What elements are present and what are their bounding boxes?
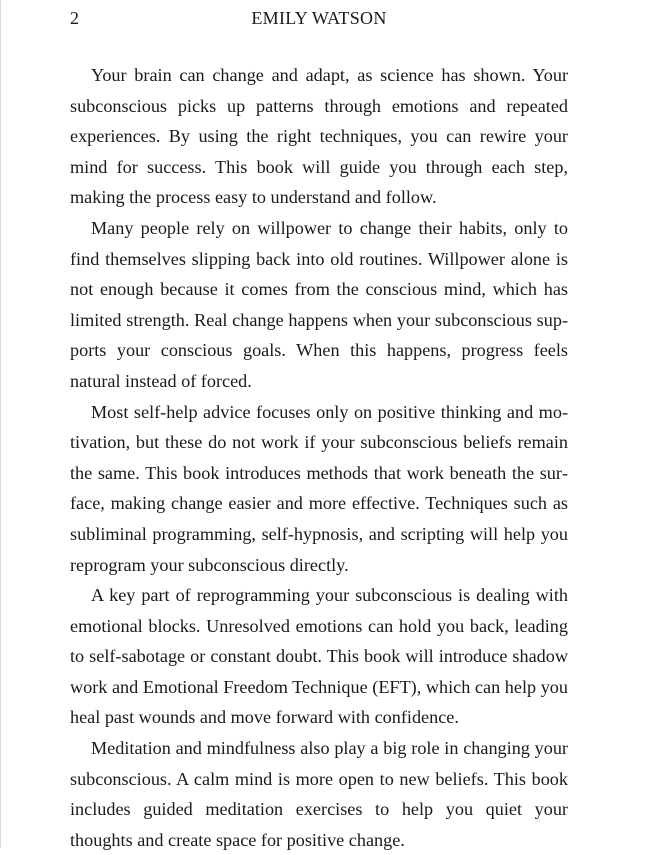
page-number: 2 — [70, 8, 80, 28]
paragraph-4: A key part of reprogramming your subconscious is dealing with emotional blocks. Unresolved emotions can hold you back, leading to self-sabotage or constant doubt. This book will introduce shadow work and Emotional Freedom Technique (EFT), which can help you heal past wounds and move forward with confidence. — [70, 585, 568, 728]
body-text — [70, 60, 568, 855]
paragraph-5: Meditation and mindfulness also play a big role in changing your subconscious. A calm mind is more open to new beliefs. This book includes guided meditation exercises to help you quiet your thoughts and create space for positive change. — [70, 738, 568, 850]
running-title: EMILY WATSON — [251, 8, 387, 28]
running-head — [70, 6, 568, 30]
page-edge-divider — [0, 0, 1, 848]
paragraph-3: Most self-help advice focuses only on positive thinking and motivation, but these do not work if your subconscious beliefs remain the same. This book introduces methods that work beneath the surface, making change easier and more effective. Techniques such as subliminal programming, self-hypnosis, and scripting will help you reprogram your subconscious directly. — [70, 401, 568, 575]
paragraph-2: Many people rely on willpower to change their habits, only to find themselves slipping back into old routines. Willpower alone is not enough because it comes from the conscious mind, which has limited strength. Real change happens when your subconscious supports your conscious goals. When this happens, progress feels natural instead of forced. — [70, 217, 568, 391]
paragraph-1: Your brain can change and adapt, as science has shown. Your subconscious picks up patterns through emotions and repeated experiences. By using the right techniques, you can rewire your mind for success. This book will guide you through each step, making the process easy to understand and follow. — [70, 65, 568, 208]
